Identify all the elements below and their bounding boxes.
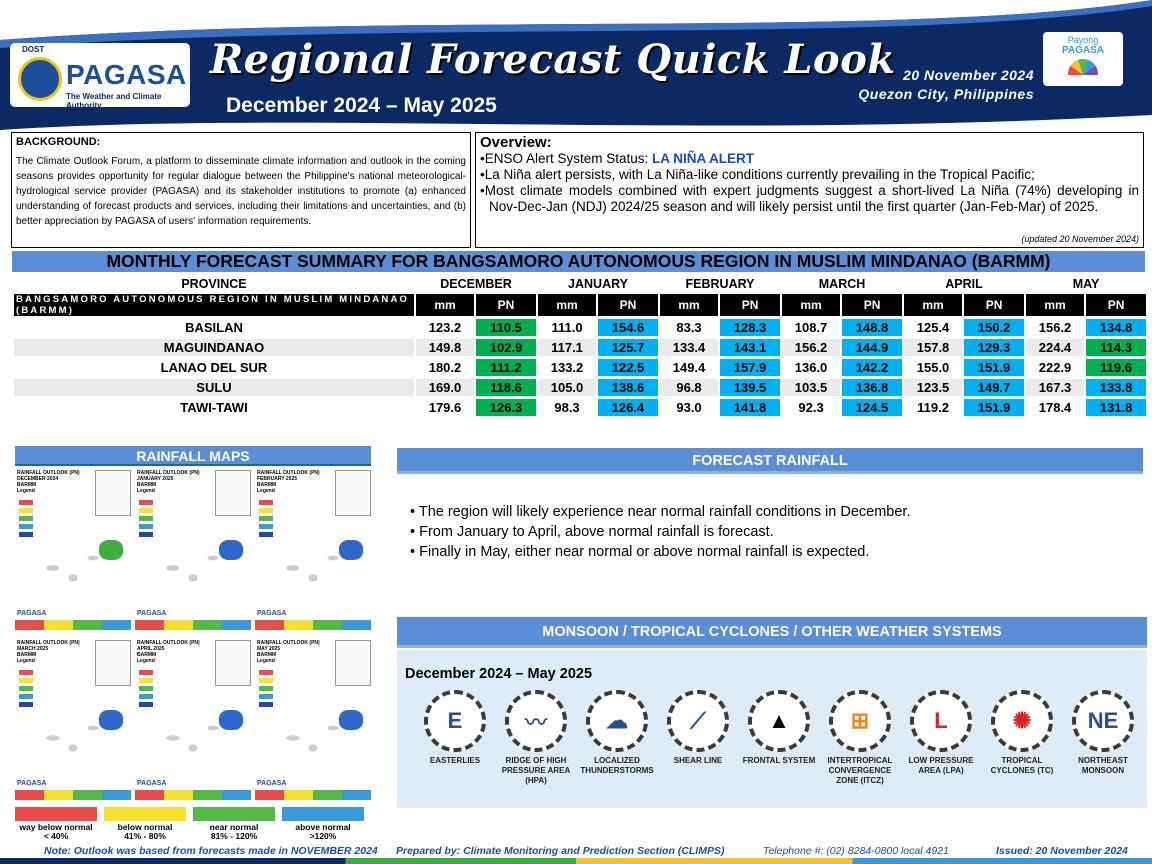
- table-row: [14, 359, 1146, 376]
- rainfall-category: [104, 807, 186, 841]
- map-pagasa-logo: PAGASA: [17, 780, 47, 787]
- weather-system-item: [660, 690, 736, 766]
- rainfall-map-panel: [135, 638, 251, 800]
- map-pagasa-logo: PAGASA: [17, 610, 47, 617]
- unit-pn: PN: [720, 294, 780, 316]
- shear-line-icon: ⟋: [667, 690, 729, 752]
- percent-normal-cell: 125.7: [598, 339, 658, 356]
- legend-swatch: [19, 508, 33, 513]
- table-row: [14, 339, 1146, 356]
- percent-normal-cell: 139.5: [720, 379, 780, 396]
- map-heading-line: BARMM: [137, 482, 157, 488]
- rainfall-mm-cell: 111.0: [551, 320, 583, 335]
- thunderstorm-icon: ☁: [586, 690, 648, 752]
- unit-pn: PN: [964, 294, 1024, 316]
- overview-item-enso: [480, 151, 1139, 167]
- month-header: MAY: [1026, 276, 1146, 291]
- rainfall-mm-cell: 93.0: [676, 400, 702, 415]
- percent-normal-cell: 142.2: [842, 359, 902, 376]
- province-name: LANAO DEL SUR: [160, 360, 268, 375]
- map-heading: [137, 640, 200, 664]
- percent-normal-cell: 144.9: [842, 339, 902, 356]
- rainfall-mm-cell: 136.0: [794, 360, 828, 375]
- philippines-inset-map: [215, 470, 251, 516]
- weather-system-label: INTERTROPICAL CONVERGENCE ZONE (ITCZ): [827, 756, 893, 785]
- legend-swatch: [139, 508, 153, 513]
- footer-issued: Issued: 20 November 2024: [996, 845, 1128, 857]
- category-range: < 40%: [43, 831, 69, 841]
- rainfall-map-panel: [255, 638, 371, 800]
- legend-swatch: [259, 686, 273, 691]
- rainfall-map-panel: [135, 468, 251, 630]
- category-color-bar: [193, 807, 275, 821]
- rainfall-map-panel: [15, 638, 131, 800]
- percent-normal-cell: 133.8: [1086, 379, 1146, 396]
- rainfall-category-legend: [15, 807, 371, 843]
- map-legend-swatches: [139, 500, 153, 540]
- forecast-item: • Finally in May, either near normal or above normal rainfall is expected.: [410, 542, 1130, 562]
- weather-systems-panel: [397, 650, 1147, 808]
- map-legend-swatches: [259, 500, 273, 540]
- weather-system-label: TROPICAL CYCLONES (TC): [990, 756, 1054, 775]
- map-pagasa-logo: PAGASA: [257, 610, 287, 617]
- category-color-bar: [15, 807, 97, 821]
- issue-date: 20 November 2024: [903, 67, 1034, 83]
- legend-swatch: [259, 500, 273, 505]
- province-header: PROVINCE: [14, 276, 414, 291]
- map-heading-line: RAINFALL OUTLOOK (PN): [137, 640, 200, 646]
- overview-item-models: • Most climate models combined with expert judgments suggest a short-lived La Niña (74%) developing in Nov-Dec-Jan (NDJ) 2024/25 season and will likely persist until the first quarter (Jan-Feb-Mar) of 2025.: [480, 183, 1139, 215]
- map-heading-line: RAINFALL OUTLOOK (PN): [17, 640, 80, 646]
- legend-swatch: [139, 532, 153, 537]
- unit-pn: PN: [476, 294, 536, 316]
- percent-normal-cell: 124.5: [842, 399, 902, 416]
- pagasa-logo: [10, 43, 190, 110]
- rainfall-mm-cell: 103.5: [782, 379, 840, 396]
- weather-system-label: SHEAR LINE: [673, 756, 723, 765]
- region-shading: [99, 540, 123, 560]
- rainfall-mm-cell: 133.4: [660, 339, 718, 356]
- payong-agency-label: PAGASA: [1061, 45, 1105, 56]
- footer-note-label: Note:: [44, 845, 71, 857]
- map-legend-swatches: [19, 670, 33, 710]
- map-color-bar: [255, 620, 371, 630]
- map-heading: [17, 470, 80, 494]
- legend-swatch: [19, 524, 33, 529]
- unit-mm: mm: [904, 294, 962, 316]
- northeast-monsoon-icon: NE: [1072, 690, 1134, 752]
- percent-normal-cell: 150.2: [964, 319, 1024, 336]
- rainfall-mm-cell: 117.1: [538, 339, 596, 356]
- legend-swatch: [259, 694, 273, 699]
- page-title: Regional Forecast Quick Look: [210, 36, 896, 83]
- map-pagasa-logo: PAGASA: [137, 610, 167, 617]
- rainfall-mm-cell: 156.2: [782, 339, 840, 356]
- forecast-table: [12, 273, 1148, 419]
- legend-swatch: [259, 532, 273, 537]
- percent-normal-cell: 111.2: [476, 359, 536, 376]
- percent-normal-cell: 114.3: [1086, 339, 1146, 356]
- philippines-inset-map: [335, 640, 371, 686]
- rainfall-mm-cell: 155.0: [916, 360, 950, 375]
- percent-normal-cell: 138.6: [598, 379, 658, 396]
- rainfall-mm-cell: 105.0: [538, 379, 596, 396]
- percent-normal-cell: 151.9: [964, 359, 1024, 376]
- percent-normal-cell: 134.8: [1086, 319, 1146, 336]
- agency-tagline: The Weather and Climate Authority: [66, 92, 162, 110]
- legend-swatch: [259, 702, 273, 707]
- legend-swatch: [259, 508, 273, 513]
- month-header: MARCH: [782, 276, 902, 291]
- percent-normal-cell: 110.5: [476, 319, 536, 336]
- forecast-item: • From January to April, above normal rainfall is forecast.: [410, 522, 1130, 542]
- rainfall-mm-cell: 108.7: [794, 320, 828, 335]
- rainfall-mm-cell: 96.8: [660, 379, 718, 396]
- month-header: JANUARY: [538, 276, 658, 291]
- rainfall-category: [15, 807, 97, 841]
- legend-swatch: [19, 686, 33, 691]
- weather-system-item: [579, 690, 655, 776]
- unit-mm: mm: [538, 294, 596, 316]
- percent-normal-cell: 122.5: [598, 359, 658, 376]
- map-heading: [257, 470, 320, 494]
- forecast-period: December 2024 – May 2025: [226, 94, 497, 117]
- percent-normal-cell: 151.9: [964, 399, 1024, 416]
- map-heading-line: DECEMBER 2024: [17, 476, 59, 482]
- rainfall-mm-cell: 123.5: [904, 379, 962, 396]
- rainfall-mm-cell: 180.2: [428, 360, 462, 375]
- footer-color-bar: [0, 858, 1152, 864]
- map-color-bar: [135, 790, 251, 800]
- legend-swatch: [139, 670, 153, 675]
- forecast-rainfall-list: [410, 502, 1130, 562]
- rainfall-maps-grid: [15, 468, 371, 803]
- low-pressure-icon: L: [910, 690, 972, 752]
- dost-label: DOST: [22, 45, 45, 54]
- region-shading: [99, 710, 123, 730]
- weather-system-label: FRONTAL SYSTEM: [742, 756, 816, 765]
- issue-place: Quezon City, Philippines: [858, 86, 1034, 102]
- map-heading-line: FEBRUARY 2025: [257, 476, 298, 482]
- percent-normal-cell: 118.6: [476, 379, 536, 396]
- province-name: SULU: [14, 379, 414, 396]
- footer-note-text: Outlook was based from forecasts made in NOVEMBER 2024: [70, 845, 378, 857]
- map-heading-line: RAINFALL OUTLOOK (PN): [137, 470, 200, 476]
- rainfall-mm-cell: 133.2: [550, 360, 584, 375]
- map-heading-line: RAINFALL OUTLOOK (PN): [17, 470, 80, 476]
- percent-normal-cell: 157.9: [720, 359, 780, 376]
- weather-system-item: [498, 690, 574, 786]
- table-title: MONTHLY FORECAST SUMMARY FOR BANGSAMORO AUTONOMOUS REGION IN MUSLIM MINDANAO (BARMM): [12, 251, 1145, 272]
- map-legend-title: Legend: [257, 488, 275, 494]
- legend-swatch: [19, 516, 33, 521]
- map-heading-line: APRIL 2025: [137, 646, 165, 652]
- weather-system-label: RIDGE OF HIGH PRESSURE AREA (HPA): [501, 756, 571, 785]
- legend-swatch: [139, 678, 153, 683]
- map-heading-line: RAINFALL OUTLOOK (PN): [257, 640, 320, 646]
- legend-swatch: [19, 694, 33, 699]
- agency-name: PAGASA: [66, 59, 187, 90]
- overview-title: Overview:: [480, 134, 552, 151]
- header-banner: [0, 0, 1152, 130]
- category-color-bar: [282, 807, 364, 821]
- legend-swatch: [139, 516, 153, 521]
- unit-mm: mm: [416, 294, 474, 316]
- map-legend-swatches: [19, 500, 33, 540]
- percent-normal-cell: 126.4: [598, 399, 658, 416]
- overview-list: [480, 151, 1139, 215]
- legend-swatch: [139, 702, 153, 707]
- unit-pn: PN: [1086, 294, 1146, 316]
- weather-system-item: [417, 690, 493, 766]
- enso-label: ENSO Alert System Status:: [484, 151, 653, 166]
- category-range: 81% - 120%: [210, 831, 258, 841]
- category-label: way below normal: [19, 822, 93, 832]
- map-heading-line: BARMM: [137, 652, 157, 658]
- map-pagasa-logo: PAGASA: [137, 780, 167, 787]
- map-color-bar: [255, 790, 371, 800]
- map-heading-line: RAINFALL OUTLOOK (PN): [257, 470, 320, 476]
- category-color-bar: [104, 807, 186, 821]
- region-label: BANGSAMORO AUTONOMOUS REGION IN MUSLIM MINDANAO (BARMM): [14, 294, 414, 316]
- weather-system-label: LOCALIZED THUNDERSTORMS: [580, 756, 654, 775]
- rainfall-mm-cell: 149.4: [672, 360, 706, 375]
- weather-system-item: [903, 690, 979, 776]
- legend-swatch: [259, 524, 273, 529]
- percent-normal-cell: 126.3: [476, 399, 536, 416]
- forecast-rainfall-title: FORECAST RAINFALL: [397, 448, 1143, 474]
- map-heading-line: BARMM: [17, 482, 37, 488]
- legend-swatch: [139, 524, 153, 529]
- legend-swatch: [139, 686, 153, 691]
- percent-normal-cell: 136.8: [842, 379, 902, 396]
- weather-systems-period: December 2024 – May 2025: [405, 666, 593, 682]
- unit-mm: mm: [660, 294, 718, 316]
- rainfall-map-panel: [255, 468, 371, 630]
- percent-normal-cell: 149.7: [964, 379, 1024, 396]
- footer-note: [44, 845, 378, 857]
- percent-normal-cell: 102.9: [476, 339, 536, 356]
- percent-normal-cell: 154.6: [598, 319, 658, 336]
- rainfall-mm-cell: 224.4: [1026, 339, 1084, 356]
- background-text: The Climate Outlook Forum, a platform to disseminate climate information and outlook in the coming seasons provides opportunity for regular dialogue between the Philippine's national meteorological-hydrological service provider (PAGASA) and its stakeholder institutions to promote (a) enhanced understanding of forecast products and services, including their limitations and uncertainties, and (b) better appreciation by PAGASA of users' information requirements.: [16, 156, 466, 227]
- map-legend-swatches: [259, 670, 273, 710]
- ridge-icon: 〰: [505, 690, 567, 752]
- percent-normal-cell: 143.1: [720, 339, 780, 356]
- rainfall-mm-cell: 98.3: [554, 400, 580, 415]
- legend-swatch: [259, 678, 273, 683]
- rainfall-mm-cell: 222.9: [1038, 360, 1072, 375]
- weather-system-item: [984, 690, 1060, 776]
- legend-swatch: [139, 500, 153, 505]
- legend-swatch: [139, 694, 153, 699]
- map-heading-line: JANUARY 2025: [137, 476, 174, 482]
- percent-normal-cell: 131.8: [1086, 399, 1146, 416]
- rainfall-mm-cell: 149.8: [416, 339, 474, 356]
- map-legend-title: Legend: [17, 658, 35, 664]
- rainfall-mm-cell: 83.3: [676, 320, 702, 335]
- map-heading-line: MARCH 2025: [17, 646, 49, 652]
- rainfall-mm-cell: 119.2: [917, 400, 949, 415]
- percent-normal-cell: 141.8: [720, 399, 780, 416]
- table-body: [14, 319, 1146, 416]
- weather-system-item: [741, 690, 817, 766]
- table-row: [14, 399, 1146, 416]
- overview-panel: [475, 132, 1144, 248]
- rainfall-map-panel: [15, 468, 131, 630]
- overview-item-persist: • La Niña alert persists, with La Niña-like conditions currently prevailing in the Tropical Pacific;: [480, 167, 1139, 183]
- percent-normal-cell: 129.3: [964, 339, 1024, 356]
- province-name: BASILAN: [185, 320, 243, 335]
- map-legend-title: Legend: [17, 488, 35, 494]
- pagasa-seal-icon: [18, 57, 62, 101]
- region-shading: [339, 540, 363, 560]
- month-header-row: [14, 276, 1146, 291]
- legend-swatch: [19, 500, 33, 505]
- map-color-bar: [135, 620, 251, 630]
- province-name: TAWI-TAWI: [180, 400, 248, 415]
- legend-swatch: [19, 678, 33, 683]
- rainfall-mm-cell: 178.4: [1038, 400, 1072, 415]
- rainfall-mm-cell: 156.2: [1038, 320, 1072, 335]
- unit-header-row: [14, 294, 1146, 316]
- background-title: BACKGROUND:: [16, 136, 101, 148]
- unit-pn: PN: [842, 294, 902, 316]
- category-range: >120%: [309, 831, 337, 841]
- footer-telephone: Telephone #: (02) 8284-0800 local 4921: [763, 845, 949, 857]
- rainfall-mm-cell: 157.8: [904, 339, 962, 356]
- month-header: APRIL: [904, 276, 1024, 291]
- rainfall-mm-cell: 179.6: [428, 400, 462, 415]
- map-color-bar: [15, 620, 131, 630]
- unit-pn: PN: [598, 294, 658, 316]
- percent-normal-cell: 148.8: [842, 319, 902, 336]
- region-shading: [219, 540, 243, 560]
- rainfall-mm-cell: 167.3: [1026, 379, 1084, 396]
- tropical-cyclone-icon: ✺: [991, 690, 1053, 752]
- month-header: DECEMBER: [416, 276, 536, 291]
- rainfall-mm-cell: 125.4: [916, 320, 950, 335]
- philippines-inset-map: [335, 470, 371, 516]
- weather-system-item: [1065, 690, 1141, 776]
- month-header: FEBRUARY: [660, 276, 780, 291]
- rainfall-maps-title: RAINFALL MAPS: [15, 446, 371, 466]
- unit-mm: mm: [782, 294, 840, 316]
- payong-pagasa-logo: [1043, 32, 1123, 86]
- percent-normal-cell: 128.3: [720, 319, 780, 336]
- easterlies-icon: E: [424, 690, 486, 752]
- philippines-inset-map: [95, 640, 131, 686]
- itcz-icon: ⊞: [829, 690, 891, 752]
- map-legend-swatches: [139, 670, 153, 710]
- rainfall-mm-cell: 123.2: [428, 320, 462, 335]
- map-heading: [257, 640, 320, 664]
- rainfall-mm-cell: 169.0: [416, 379, 474, 396]
- forecast-item: • The region will likely experience near normal rainfall conditions in December.: [410, 502, 1130, 522]
- map-heading: [17, 640, 80, 664]
- rainfall-category: [193, 807, 275, 841]
- map-legend-title: Legend: [257, 658, 275, 664]
- map-legend-title: Legend: [137, 488, 155, 494]
- category-range: 41% - 80%: [124, 831, 166, 841]
- map-color-bar: [15, 790, 131, 800]
- weather-system-label: EASTERLIES: [429, 756, 481, 765]
- footer-prepared: Prepared by: Climate Monitoring and Prediction Section (CLIMPS): [396, 845, 725, 857]
- province-name: MAGUINDANAO: [14, 339, 414, 356]
- philippines-inset-map: [215, 640, 251, 686]
- weather-system-label: NORTHEAST MONSOON: [1078, 756, 1128, 775]
- legend-swatch: [259, 516, 273, 521]
- map-heading-line: MAY 2025: [257, 646, 281, 652]
- rainfall-mm-cell: 92.3: [798, 400, 824, 415]
- category-label: above normal: [295, 822, 351, 832]
- map-heading: [137, 470, 200, 494]
- overview-updated: (updated 20 November 2024): [1021, 234, 1139, 244]
- legend-swatch: [19, 670, 33, 675]
- weather-system-item: [822, 690, 898, 786]
- map-heading-line: BARMM: [17, 652, 37, 658]
- frontal-system-icon: ▲: [748, 690, 810, 752]
- background-panel: [11, 132, 471, 248]
- weather-systems-title: MONSOON / TROPICAL CYCLONES / OTHER WEATHER SYSTEMS: [397, 617, 1147, 648]
- table-row: [14, 379, 1146, 396]
- umbrella-icon: [1068, 59, 1098, 75]
- region-shading: [219, 710, 243, 730]
- rainfall-category: [282, 807, 364, 841]
- percent-normal-cell: 119.6: [1086, 359, 1146, 376]
- unit-mm: mm: [1026, 294, 1084, 316]
- category-label: below normal: [117, 822, 173, 832]
- table-row: [14, 319, 1146, 336]
- map-heading-line: BARMM: [257, 482, 277, 488]
- map-legend-title: Legend: [137, 658, 155, 664]
- enso-status-badge: LA NIÑA ALERT: [652, 151, 755, 166]
- legend-swatch: [19, 702, 33, 707]
- weather-system-label: LOW PRESSURE AREA (LPA): [908, 756, 974, 775]
- map-pagasa-logo: PAGASA: [257, 780, 287, 787]
- map-heading-line: BARMM: [257, 652, 277, 658]
- region-shading: [339, 710, 363, 730]
- payong-label: Payong: [1067, 35, 1099, 45]
- category-label: near normal: [209, 822, 259, 832]
- legend-swatch: [19, 532, 33, 537]
- philippines-inset-map: [95, 470, 131, 516]
- legend-swatch: [259, 670, 273, 675]
